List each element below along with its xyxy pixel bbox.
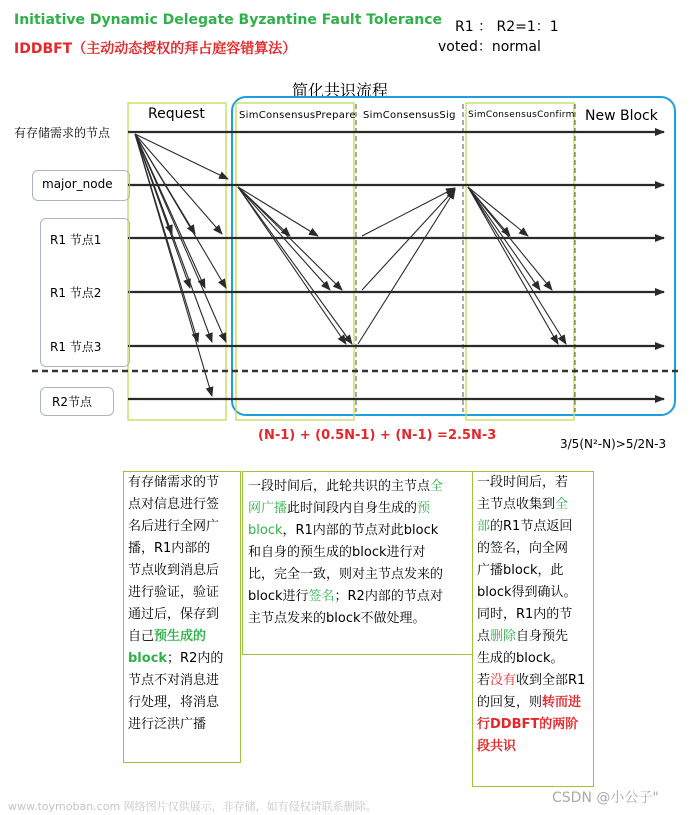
stage-label-request: Request xyxy=(148,106,205,122)
desc-highlight-block: block xyxy=(128,651,168,666)
sig-arrows xyxy=(358,188,455,344)
desc-confirm-line: 一段时间后，若 xyxy=(477,475,569,490)
desc-confirm-line: 同时，R1内的节 xyxy=(477,607,573,622)
desc-prepare-line xyxy=(248,476,472,498)
desc-text: block进行 xyxy=(248,589,309,604)
desc-prepare-line: 主节点发来的block不做处理。 xyxy=(248,611,426,626)
desc-highlight-pregen: 预生成的 xyxy=(154,629,207,644)
desc-confirm-line: block得到确认。 xyxy=(477,585,577,600)
desc-text: 的回复，则 xyxy=(477,695,543,710)
desc-prepare-line xyxy=(248,498,472,520)
desc-prepare-line xyxy=(248,520,472,542)
desc-text: ，R1内部的节点对此block xyxy=(282,523,439,538)
desc-text: 收到全部R1 xyxy=(516,673,586,688)
desc-prepare-line xyxy=(248,586,472,608)
desc-text: ；R2内部的节点对 xyxy=(334,589,443,604)
desc-confirm-line xyxy=(477,670,593,692)
desc-request-line: 通过后，保存到 xyxy=(128,607,220,622)
stage-label-prepare: SimConsensusPrepare xyxy=(239,110,356,121)
title-english: Initiative Dynamic Delegate Byzantine Fault Tolerance xyxy=(14,12,442,28)
node-label-r1-1: R1 节点1 xyxy=(50,233,102,247)
message-count-formula: (N-1) + (0.5N-1) + (N-1) =2.5N-3 xyxy=(258,428,497,443)
node-label-r1-3: R1 节点3 xyxy=(50,340,102,354)
voted-line: voted：normal xyxy=(438,39,541,55)
desc-prepare-sig xyxy=(242,471,473,655)
confirm-arrows xyxy=(468,187,566,344)
desc-prepare-line: 和自身的预生成的block进行对 xyxy=(248,545,426,560)
desc-confirm-line: 广播block，此 xyxy=(477,563,564,578)
desc-text: 自己 xyxy=(128,629,155,644)
node-label-r1-2: R1 节点2 xyxy=(50,286,102,300)
desc-request-line xyxy=(128,648,240,670)
desc-text: 的R1节点返回 xyxy=(490,519,573,534)
desc-request-line: 进行验证，验证 xyxy=(128,585,220,600)
stage-label-confirm: SimConsensusConfirm xyxy=(468,110,575,120)
desc-request-line xyxy=(128,626,240,648)
desc-confirm-line: 的签名，向全网 xyxy=(477,541,569,556)
desc-text: 主节点收集到 xyxy=(477,497,556,512)
node-label-storage: 有存储需求的节点 xyxy=(14,126,111,140)
title-chinese: IDDBFT（主动动态授权的拜占庭容错算法） xyxy=(14,41,297,57)
desc-request-line: 节点不对消息进 xyxy=(128,673,220,688)
desc-confirm-line xyxy=(477,516,593,538)
watermark-text: www.toymoban.com 网络图片仅供展示，非存储，如有侵权请联系删除。 xyxy=(8,800,377,813)
desc-confirm-line: 生成的block。 xyxy=(477,651,564,666)
desc-highlight-none: 没有 xyxy=(490,673,517,688)
request-arrows xyxy=(135,134,228,396)
desc-highlight-all: 部 xyxy=(477,519,491,534)
desc-confirm-line xyxy=(477,692,593,714)
desc-highlight-block: block xyxy=(248,523,283,538)
csdn-credit: CSDN @小公子" xyxy=(552,790,659,806)
desc-request-line: 点对信息进行签 xyxy=(128,497,220,512)
node-label-major: major_node xyxy=(42,177,113,191)
desc-highlight-fallback: 转而进 xyxy=(542,695,582,710)
desc-text: 若 xyxy=(477,673,491,688)
flow-title: 简化共识流程 xyxy=(292,81,389,100)
desc-prepare-line: 比，完全一致，则对主节点发来的 xyxy=(248,567,444,582)
prepare-arrows xyxy=(238,187,352,344)
desc-confirm-line xyxy=(477,626,593,648)
desc-request-line: 行处理，将消息 xyxy=(128,695,220,710)
desc-highlight-fallback: 行DDBFT的两阶 xyxy=(477,717,579,732)
desc-highlight-all: 全 xyxy=(555,497,569,512)
desc-highlight-sign: 签名 xyxy=(308,589,335,604)
desc-request-line: 播，R1内部的 xyxy=(128,541,211,556)
desc-request xyxy=(123,471,241,763)
desc-highlight-fallback: 段共识 xyxy=(477,739,517,754)
node-label-r2: R2节点 xyxy=(52,395,92,409)
desc-highlight-broadcast: 网广播 xyxy=(248,501,288,516)
desc-text: 此时间段内自身生成的 xyxy=(287,501,418,516)
desc-confirm xyxy=(472,471,594,787)
desc-request-line: 进行泛洪广播 xyxy=(128,717,207,732)
ratio-line: R1 ： R2=1：1 xyxy=(455,19,559,35)
consensus-frame xyxy=(232,97,675,415)
desc-text: 自身预先 xyxy=(516,629,569,644)
stage-label-new-block: New Block xyxy=(585,108,658,124)
desc-request-line: 节点收到消息后 xyxy=(128,563,220,578)
desc-text: 点 xyxy=(477,629,491,644)
desc-request-line: 有存储需求的节 xyxy=(128,475,220,490)
desc-highlight-pre: 预 xyxy=(417,501,431,516)
stage-box-prepare xyxy=(236,103,354,420)
desc-text: ；R2内的 xyxy=(167,651,224,666)
desc-text: 一段时间后，此轮共识的主节点 xyxy=(248,479,431,494)
desc-confirm-line xyxy=(477,494,593,516)
desc-request-line: 名后进行全网广 xyxy=(128,519,220,534)
complexity-ratio: 3/5(N²-N)>5/2N-3 xyxy=(560,437,667,451)
stage-label-sig: SimConsensusSig xyxy=(363,110,456,121)
desc-highlight-broadcast: 全 xyxy=(430,479,444,494)
desc-highlight-delete: 删除 xyxy=(490,629,517,644)
